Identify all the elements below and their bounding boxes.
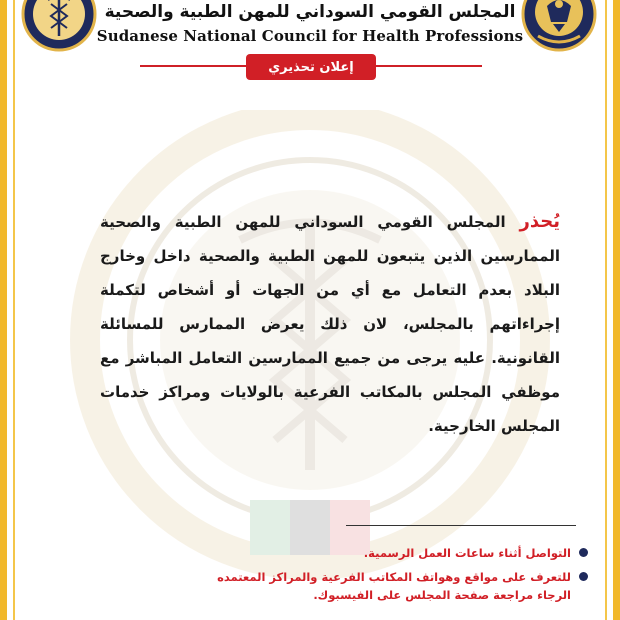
note-item (190, 544, 588, 562)
frame-inner-line-right (605, 0, 607, 620)
notes-list (190, 544, 588, 610)
council-title-english: Sudanese National Council for Health Professions (96, 27, 524, 45)
note-text: للتعرف على مواقع وهواتف المكاتب الفرعية والمراكز المعتمده الرجاء مراجعة صفحة المجلس على الفيسبوك. (217, 570, 571, 602)
warning-body-text (100, 205, 560, 443)
frame-border-left (0, 0, 7, 620)
warning-lead-word: يُحذر (519, 211, 560, 232)
note-item (190, 568, 588, 604)
council-title-arabic: المجلس القومي السوداني للمهن الطبية والصحية (104, 2, 516, 22)
frame-inner-line-left (13, 0, 15, 620)
frame-border-right (613, 0, 620, 620)
bullet-icon (579, 572, 588, 581)
warning-notice-badge: إعلان تحذيري (246, 54, 376, 80)
bullet-icon (579, 548, 588, 557)
red-rule-right (376, 65, 482, 67)
note-text: التواصل أثناء ساعات العمل الرسمية. (363, 546, 571, 560)
notes-divider (346, 525, 576, 526)
warning-paragraph: المجلس القومي السوداني للمهن الطبية والصحية الممارسين الذين يتبعون للمهن الطبية والصحية داخل وخارج البلاد بعدم التعامل مع أي من الجهات أو أشخاص لتكملة إجراءاتهم بالمجلس، لان ذلك يعرض الممارس للمسائلة القانونية. عليه يرجى من جميع الممارسين التعامل المباشر مع موظفي المجلس بالمكاتب الفرعية بالولايات ومراكز خدمات المجلس الخارجية. (100, 213, 560, 435)
red-rule-left (140, 65, 246, 67)
